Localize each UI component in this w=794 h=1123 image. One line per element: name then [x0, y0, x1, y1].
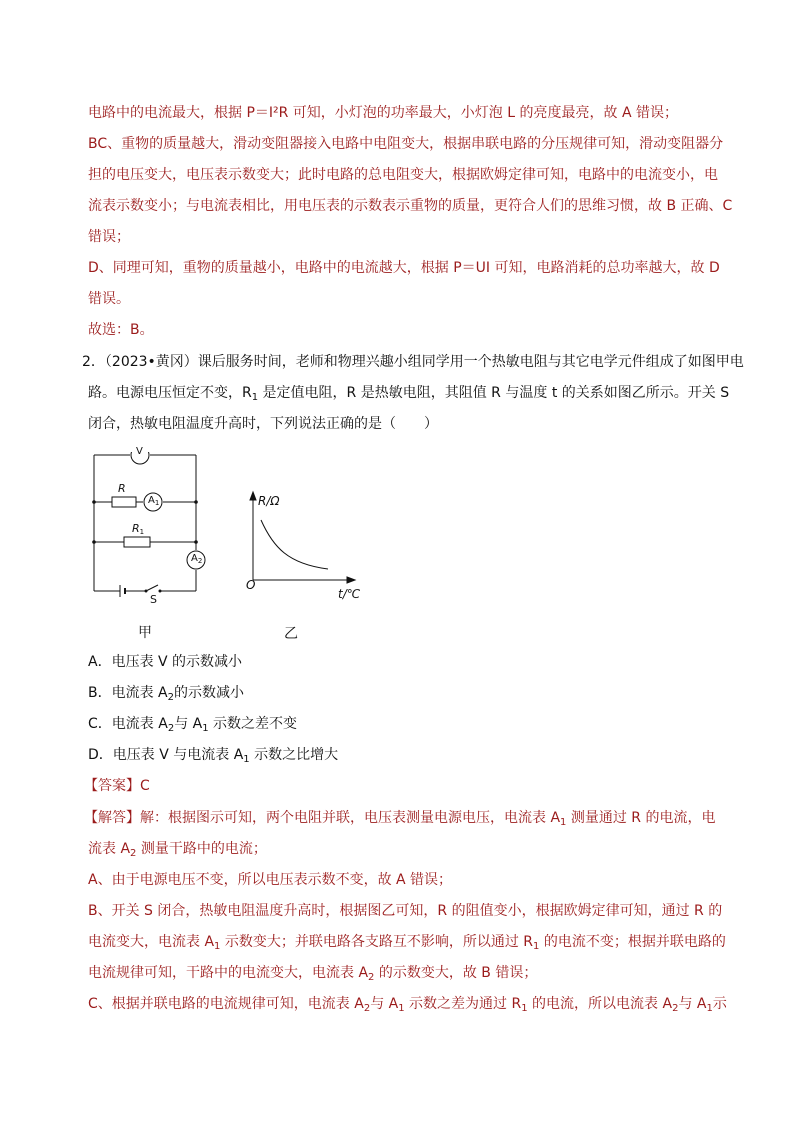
- option-text: 示数之差不变: [208, 716, 298, 732]
- subscript: 1: [533, 941, 540, 952]
- solution-line-4: 流表示数变小；与电流表相比，用电压表的示数表示重物的质量，更符合人们的思维习惯，故 B 正确、C: [88, 198, 733, 214]
- graph-y-label: R/Ω: [258, 494, 280, 508]
- question-text: 路。电源电压恒定不变，R: [88, 385, 252, 401]
- analysis-text: C、根据并联电路的电流规律可知，电流表 A: [88, 996, 364, 1012]
- answer-value: C: [140, 778, 150, 794]
- question-line-3: 闭合，热敏电阻温度升高时，下列说法正确的是（ ）: [88, 416, 438, 432]
- option-b: [88, 683, 244, 708]
- analysis-line-1: [84, 808, 715, 833]
- solution-line-5: 错误；: [88, 229, 130, 245]
- option-a: A．电压表 V 的示数减小: [88, 654, 243, 670]
- question-line-1: 2．（2023•黄冈）课后服务时间，老师和物理兴趣小组同学用一个热敏电阻与其它电学元件组成了如图甲电: [82, 354, 744, 370]
- analysis-text: 的电流，所以电流表 A: [527, 996, 673, 1012]
- subscript: 1: [243, 754, 250, 765]
- analysis-text: 流表 A: [88, 841, 131, 857]
- subscript: 1: [139, 528, 145, 536]
- subscript: 1: [706, 1003, 713, 1014]
- option-text: 与 A: [174, 716, 203, 732]
- answer-tag: 【答案】: [84, 778, 140, 794]
- r-t-curve: [261, 520, 328, 569]
- option-text: 示数之比增大: [249, 747, 339, 763]
- solution-line-1: 电路中的电流最大，根据 P＝I²R 可知，小灯泡的功率最大，小灯泡 L 的亮度最亮，故 A 错误；: [88, 105, 678, 121]
- analysis-line-5: [88, 932, 726, 957]
- voltmeter-label: V: [136, 446, 143, 457]
- analysis-line-3: A、由于电源电压不变，所以电压表示数不变，故 A 错误；: [88, 872, 453, 888]
- figure-yi-caption: 乙: [284, 626, 298, 642]
- graph-origin-label: O: [246, 578, 256, 592]
- subscript: 2: [167, 723, 175, 734]
- solution-line-2: BC、重物的质量越大，滑动变阻器接入电路中电阻变大，根据串联电路的分压规律可知，滑动变阻器分: [88, 136, 724, 152]
- subscript: 2: [368, 972, 375, 983]
- graph-x-label: t/℃: [338, 587, 361, 601]
- analysis-text: 测量干路中的电流；: [136, 841, 267, 857]
- ammeter-a1-label: [148, 495, 159, 507]
- question-text: 是定值电阻，R 是热敏电阻，其阻值 R 与温度 t 的关系如图乙所示。开关 S: [258, 385, 730, 401]
- subscript: 1: [398, 1003, 405, 1014]
- figure-jia-caption: 甲: [138, 625, 152, 641]
- resistor-r1-label: [132, 522, 144, 536]
- subscript: 1: [154, 499, 160, 507]
- ammeter-letter: A: [148, 495, 155, 506]
- answer-line: [84, 776, 150, 796]
- option-text: B．电流表 A: [88, 685, 168, 701]
- subscript: 1: [521, 1003, 528, 1014]
- subscript: 2: [167, 692, 175, 703]
- analysis-text: 的示数变大，故 B 错误；: [374, 965, 538, 981]
- question-line-2: [88, 383, 729, 408]
- solution-line-7: 错误。: [88, 291, 130, 307]
- subscript: 2: [130, 848, 137, 859]
- analysis-text: 示: [712, 996, 727, 1012]
- analysis-text: 示数变大；并联电路各支路互不影响，所以通过 R: [220, 934, 534, 950]
- ammeter-letter: A: [191, 553, 198, 564]
- circuit-and-graph-svg: [88, 452, 378, 647]
- solution-line-3: 担的电压变大，电压表示数变大；此时电路的总电阻变大，根据欧姆定律可知，电路中的电流变小，电: [88, 167, 718, 183]
- switch-label: S: [150, 593, 157, 606]
- subscript: 1: [202, 723, 209, 734]
- subscript: 1: [251, 392, 259, 403]
- analysis-text: 与 A: [370, 996, 399, 1012]
- solution-line-8: 故选：B。: [88, 322, 154, 338]
- analysis-line-7: [88, 994, 727, 1019]
- resistor-r-label: R: [118, 482, 126, 495]
- option-text: 的示数减小: [174, 685, 245, 701]
- solution-line-6: D、同理可知，重物的质量越小，电路中的电流越大，根据 P＝UI 可知，电路消耗的总功率越大，故 D: [88, 260, 720, 276]
- analysis-line-2: [88, 839, 267, 864]
- analysis-line-4: B、开关 S 闭合，热敏电阻温度升高时，根据图乙可知，R 的阻值变小，根据欧姆定律可知，通过 R 的: [88, 903, 723, 919]
- analysis-line-6: [88, 963, 537, 988]
- subscript: 2: [197, 557, 203, 565]
- option-text: C．电流表 A: [88, 716, 168, 732]
- figure: [88, 446, 378, 647]
- option-d: [88, 745, 338, 770]
- analysis-text: 示数之差为通过 R: [404, 996, 522, 1012]
- analysis-tag: 【解答】: [84, 810, 140, 826]
- resistor-letter: R: [132, 522, 140, 535]
- option-text: D．电压表 V 与电流表 A: [88, 747, 244, 763]
- subscript: 2: [672, 1003, 679, 1014]
- subscript: 1: [560, 817, 567, 828]
- option-c: [88, 714, 297, 739]
- subscript: 1: [214, 941, 221, 952]
- analysis-text: 解：根据图示可知，两个电阻并联，电压表测量电源电压，电流表 A: [140, 810, 561, 826]
- analysis-text: 电流变大，电流表 A: [88, 934, 215, 950]
- analysis-text: 的电流不变；根据并联电路的: [539, 934, 726, 950]
- ammeter-a2-label: [191, 553, 202, 565]
- analysis-text: 测量通过 R 的电流，电: [566, 810, 716, 826]
- subscript: 2: [363, 1003, 371, 1014]
- analysis-text: 与 A: [678, 996, 707, 1012]
- analysis-text: 电流规律可知，干路中的电流变大，电流表 A: [88, 965, 369, 981]
